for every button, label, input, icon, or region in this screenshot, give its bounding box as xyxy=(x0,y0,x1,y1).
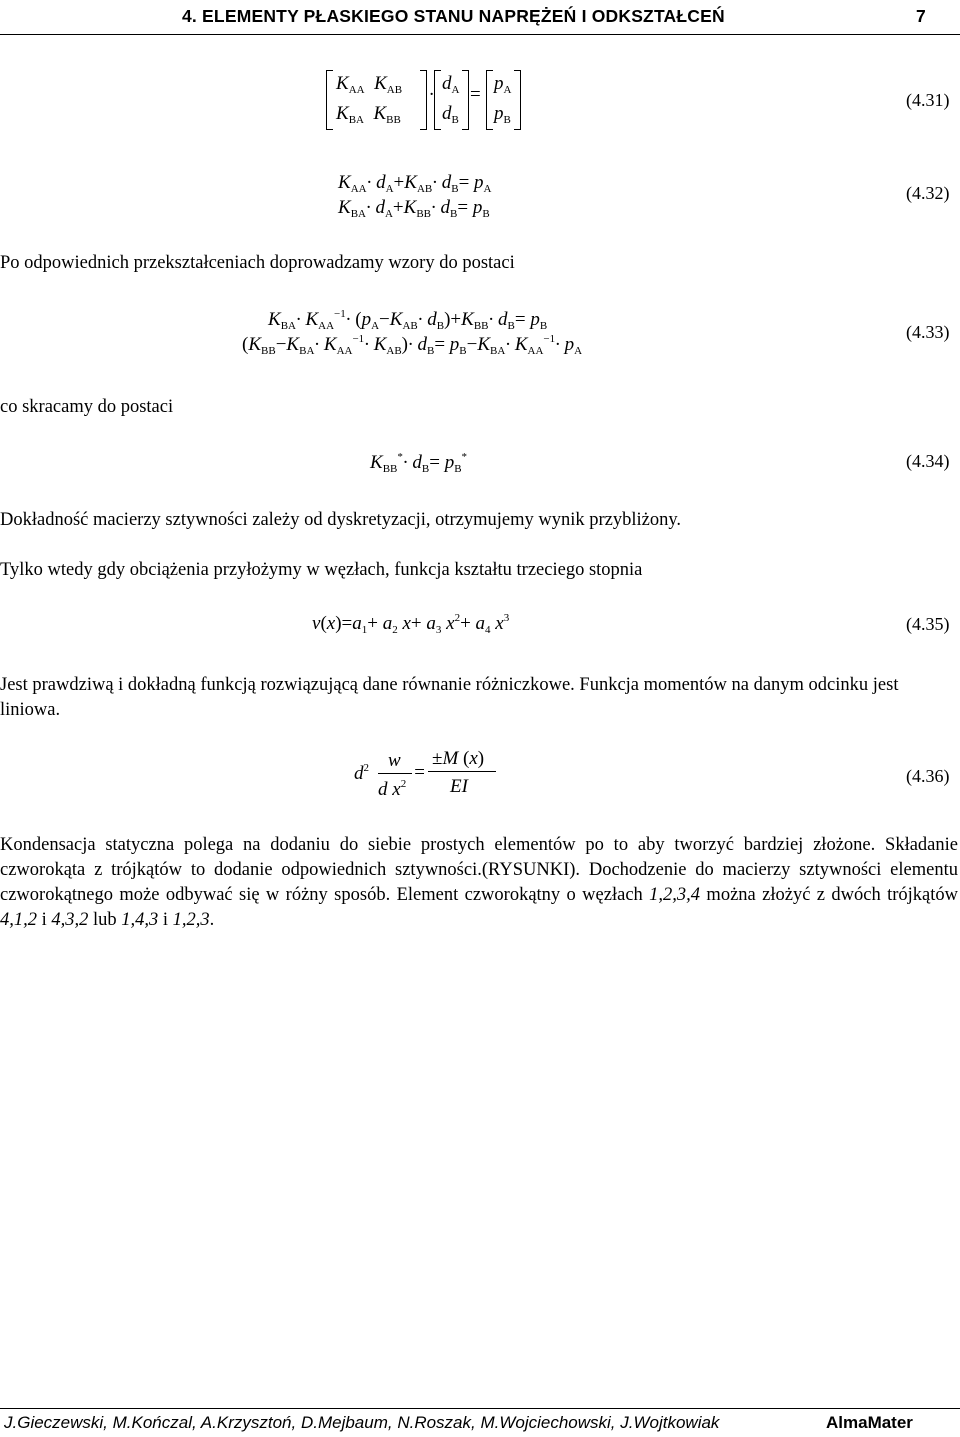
right-bracket xyxy=(420,70,427,130)
equation-line: $v(x)=a_1+ a_2$ $x+ a_3$ $x^2+ a_4$ $x^3$ xyxy=(312,612,510,636)
denominator-ei: EI xyxy=(450,776,468,797)
left-bracket xyxy=(486,70,493,130)
equation-line: $K_{BB}^*\cdot d_B= p_B^*$ xyxy=(370,451,468,475)
equation-line: $K_{AA}\cdot d_A+K_{AB}\cdot d_B= p_A$ xyxy=(338,172,492,195)
node-list: 4,1,2 xyxy=(0,910,37,930)
text-run: można złożyć z dwóch trójkątów xyxy=(700,885,958,905)
left-bracket xyxy=(326,70,333,130)
paragraph: co skracamy do postaci xyxy=(0,397,174,417)
matrix-k-row2: $K_{BA}$ $K_{BB}$ xyxy=(336,103,401,126)
vector-d-row1: $d_A$ xyxy=(442,73,460,96)
node-list: 1,2,3,4 xyxy=(649,885,701,905)
numerator-w: w xyxy=(388,750,401,771)
denominator-dx2: d $x^2$ xyxy=(378,778,407,800)
page-footer xyxy=(0,1408,960,1437)
vector-d-row2: $d_B$ xyxy=(442,103,459,126)
equation-number: (4.35) xyxy=(906,614,950,634)
equals-sign: = xyxy=(470,84,481,105)
equation-number: (4.36) xyxy=(906,766,950,786)
dot-operator: · xyxy=(429,84,434,105)
equation-line: $K_{BA}\cdot d_A+K_{BB}\cdot d_B= p_B$ xyxy=(338,197,490,220)
equation-line: $K_{BA}\cdot K_{AA}^{-1}\cdot (p_A-K_{AB}\cdot d_B)+K_{BB}\cdot d_B= p_B$ xyxy=(268,308,548,332)
equation-number: (4.32) xyxy=(906,183,950,203)
node-list: 1,2,3 xyxy=(172,910,210,930)
page-number: 7 xyxy=(916,6,926,26)
vector-p-row2: $p_B$ xyxy=(494,103,511,126)
text-run: . xyxy=(209,910,215,930)
paragraph xyxy=(0,833,958,933)
matrix-k-row1: $K_{AA}$ $K_{AB}$ xyxy=(336,73,403,96)
right-bracket xyxy=(462,70,469,130)
equation-number: (4.34) xyxy=(906,451,950,471)
paragraph: Po odpowiednich przekształceniach doprowadzamy wzory do postaci xyxy=(0,253,515,273)
vector-p-row1: $p_A$ xyxy=(494,73,512,96)
paragraph: Tylko wtedy gdy obciążenia przyłożymy w węzłach, funkcja kształtu trzeciego stopnia xyxy=(0,560,643,580)
text-run: i xyxy=(158,910,173,930)
left-bracket xyxy=(434,70,441,130)
numerator-moment: ±M (x) xyxy=(432,748,485,769)
equation-line: $(K_{BB}-K_{BA}\cdot K_{AA}^{-1}\cdot K_{AB})\cdot d_B= p_B-K_{BA}\cdot K_{AA}^{-1}\cdot p_A$ xyxy=(242,333,583,357)
paragraph: Jest prawdziwą i dokładną funkcją rozwiązującą dane równanie różniczkowe. Funkcja momentów na danym odcinku jest liniowa. xyxy=(0,675,899,720)
text-run: lub xyxy=(88,910,122,930)
fraction-line xyxy=(378,773,412,774)
authors: J.Gieczewski, M.Kończal, A.Krzysztoń, D.Mejbaum, N.Roszak, M.Wojciechowski, J.Wojtkowiak xyxy=(4,1413,720,1432)
node-list: 4,3,2 xyxy=(51,910,89,930)
chapter-title: 4. ELEMENTY PŁASKIEGO STANU NAPRĘŻEŃ I ODKSZTAŁCEŃ xyxy=(182,6,725,26)
text-run: Kondensacja statyczna polega na dodaniu do siebie prostych elementów po to aby tworzyć bardziej złożone. Składanie czworokąta z trójkątów to dodanie odpowiednich sztywności.(RYSUNKI). Dochodzenie do macierzy sztywności elementu czworokątnego może odbywać się w różny sposób. Element czworokątny o węzłach xyxy=(0,835,958,905)
fraction-line xyxy=(428,771,496,772)
right-bracket xyxy=(514,70,521,130)
text-run: i xyxy=(37,910,52,930)
equation-number: (4.33) xyxy=(906,322,950,342)
equals-sign: = xyxy=(413,762,426,783)
equation-number: (4.31) xyxy=(906,90,950,110)
d-squared: $d^2$ xyxy=(354,762,369,784)
node-list: 1,4,3 xyxy=(121,910,159,930)
publisher-brand: AlmaMater xyxy=(826,1413,913,1432)
page-header xyxy=(0,0,960,35)
paragraph: Dokładność macierzy sztywności zależy od dyskretyzacji, otrzymujemy wynik przybliżony. xyxy=(0,510,682,530)
